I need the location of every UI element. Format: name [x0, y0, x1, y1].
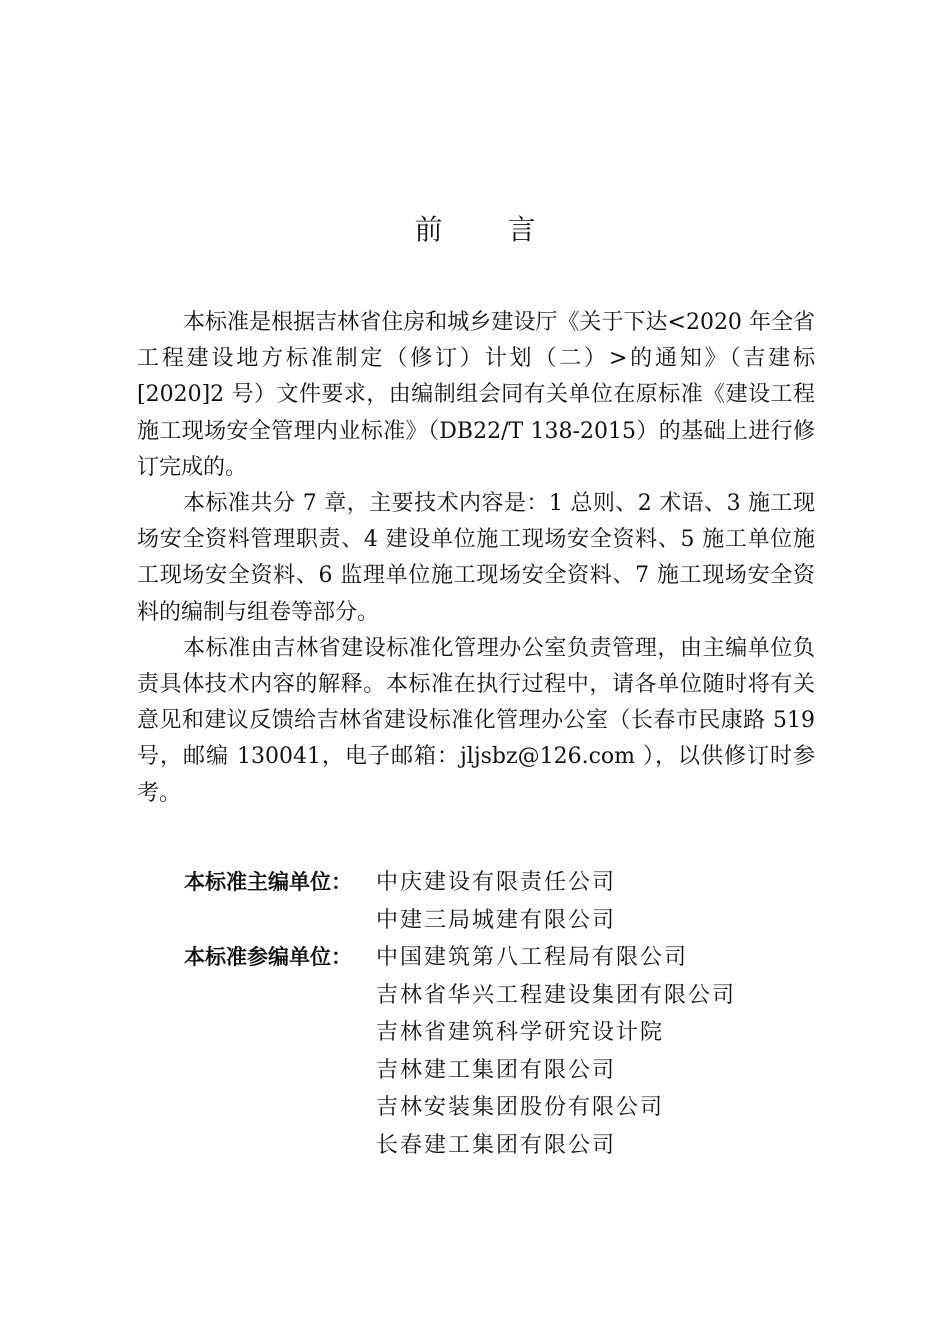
list-item: 吉林建工集团有限公司 — [376, 1057, 617, 1083]
paragraph-contents: 本标准共分 7 章，主要技术内容是：1 总则、2 术语、3 施工现场安全资料管理职责、4 建设单位施工现场安全资料、5 施工单位施工现场安全资料、6 监理单位施工现场安全资料、7 施工现场安全资料的编制与组卷等部分。 — [137, 491, 815, 625]
participating-units-row — [184, 939, 824, 1164]
chief-units-list — [376, 864, 824, 939]
participating-units-list — [376, 939, 824, 1164]
list-item: 中建三局城建有限公司 — [376, 907, 617, 933]
chief-units-label: 本标准主编单位： — [184, 870, 352, 894]
list-item: 吉林省建筑科学研究设计院 — [376, 1020, 665, 1045]
paragraph-management: 本标准由吉林省建设标准化管理办公室负责管理，由主编单位负责具体技术内容的解释。本标准在执行过程中，请各单位随时将有关意见和建议反馈给吉林省建设标准化管理办公室（长春市民康路 519 号，邮编 130041，电子邮箱：jljsbz@126.com ），以供修订时参考。 — [137, 635, 815, 806]
list-item: 中庆建设有限责任公司 — [376, 870, 617, 895]
page-title: 前 言 — [414, 213, 564, 246]
paragraph-basis: 本标准是根据吉林省住房和城乡建设厅《关于下达<2020 年全省工程建设地方标准制定（修订）计划（二）>的通知》（吉建标[2020]2 号）文件要求，由编制组会同有关单位在原标准《建设工程施工现场安全管理内业标准》（DB22/T 138-2015）的基础上进行修订完成的。 — [137, 310, 815, 480]
preface-body — [137, 305, 815, 812]
units-section — [184, 864, 824, 1164]
list-item: 吉林省华兴工程建设集团有限公司 — [376, 982, 737, 1008]
list-item: 中国建筑第八工程局有限公司 — [376, 945, 689, 970]
list-item: 吉林安装集团股份有限公司 — [376, 1095, 665, 1120]
participating-units-label: 本标准参编单位： — [184, 945, 352, 969]
list-item: 长春建工集团有限公司 — [376, 1132, 617, 1158]
chief-units-row — [184, 864, 824, 939]
